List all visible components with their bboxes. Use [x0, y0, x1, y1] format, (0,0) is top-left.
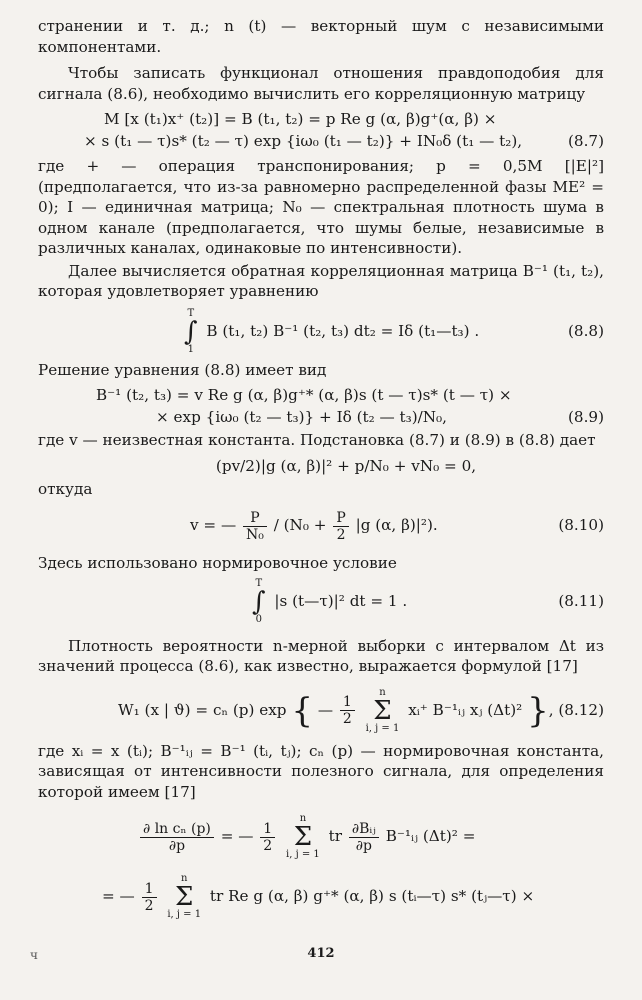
paragraph-probability-density: Плотность вероятности n-мерной выборки с интервалом Δt из значений процесса (8.6), как известно, выражается формулой [17]	[38, 636, 604, 675]
fraction-numerator: P	[243, 510, 267, 527]
fraction-one-half	[260, 821, 275, 854]
equation-8-9-line1	[38, 384, 604, 406]
integral-upper-limit: T	[187, 307, 195, 319]
sum-upper-limit: n	[299, 813, 307, 824]
equation-8-10	[38, 501, 604, 549]
fraction-numerator: ∂ ln cₙ (p)	[140, 821, 214, 838]
sum-sign: n Σ i, j = 1	[286, 813, 320, 860]
fraction-dB-dp	[349, 821, 379, 854]
equation-derivative-tail: B⁻¹ᵢⱼ (Δt)² =	[385, 827, 476, 845]
equation-8-8	[38, 306, 604, 356]
integral-sign: T ∫ 0	[252, 577, 266, 625]
equation-8-7-part2: × s (t₁ — τ)s* (t₂ — τ) exp {iω₀ (t₁ — t₂)} + IN₀δ (t₁ — t₂),	[84, 132, 523, 150]
fraction-denominator: ∂p	[168, 837, 186, 854]
fraction-numerator: 1	[260, 821, 275, 838]
paragraph-notation: где xᵢ = x (tᵢ); B⁻¹ᵢⱼ = B⁻¹ (tᵢ, tⱼ); cₙ (p) — нормировочная константа, зависящая от интенсивности полезного сигнала, для определения которой имеем [17]	[38, 741, 604, 801]
equation-8-10-rhs: |g (α, β)|²).	[355, 516, 438, 534]
paragraph-inverse-matrix: Далее вычисляется обратная корреляционная матрица B⁻¹ (t₁, t₂), которая удовлетворяет уравнению	[38, 261, 604, 300]
equation-number-8-8: (8.8)	[567, 321, 604, 340]
equation-8-7-line1	[38, 108, 604, 130]
equation-8-9-part1: B⁻¹ (t₂, t₃) = v Re g (α, β)g⁺* (α, β)s (t — τ)s* (t — τ) ×	[96, 386, 512, 404]
equation-8-10-lhs: v = —	[190, 516, 237, 534]
fraction-numerator: P	[333, 510, 348, 527]
equation-derivative-expanded: = — $\frac{1}{2}$ n Σ i, j = 1 tr Re g (α, β) g⁺* (α, β) s (tᵢ—τ) s* (tⱼ—τ) ×	[102, 873, 535, 920]
integral-sign: T ∫ 1	[184, 307, 198, 355]
sum-upper-limit: n	[180, 873, 188, 884]
paragraph-substitution: где v — неизвестная константа. Подстановка (8.7) и (8.9) в (8.8) дает	[38, 431, 596, 449]
paragraph-correlation-intro: Чтобы записать функционал отношения правдоподобия для сигнала (8.6), необходимо вычислить его корреляционную матрицу	[38, 64, 604, 103]
equation-number-8-10: (8.10)	[558, 516, 604, 534]
fraction-numerator: ∂Bᵢⱼ	[349, 821, 379, 838]
fraction-one-half	[340, 694, 355, 727]
equation-8-12: W₁ (x | ϑ) = cₙ (p) exp { — $\frac{1}{2}$ n Σ i, j = 1 xᵢ⁺ B⁻¹ᵢⱼ xⱼ (Δt)² }, (8.12)	[38, 681, 604, 739]
fraction-denominator: 2	[144, 897, 154, 914]
fraction-p-over-n0	[243, 510, 267, 543]
equation-normalization-derivative: $\frac{\text{∂ ln cₙ (p)}}{\partial p}$ = — $\frac{1}{2}$ n Σ i, j = 1 tr $\frac{\text{∂Bᵢⱼ}}{\partial p}$ B⁻¹ᵢⱼ (Δt)² =	[38, 806, 604, 866]
sum-sign: n Σ i, j = 1	[365, 686, 400, 734]
paragraph-normalization: Здесь использовано нормировочное условие	[38, 554, 397, 572]
sum-lower-limit: i, j = 1	[167, 909, 202, 920]
equation-8-9-line2	[38, 406, 604, 428]
fraction-denominator: 2	[336, 526, 346, 543]
fraction-numerator: 1	[340, 694, 355, 711]
equation-8-12-lhs: W₁ (x | ϑ) = cₙ (p) exp	[118, 700, 287, 719]
equation-8-10-mid: / (N₀ +	[273, 516, 327, 534]
page-number: 412	[307, 946, 335, 961]
fraction-denominator: ∂p	[355, 837, 372, 854]
sum-sign: n Σ i, j = 1	[167, 873, 202, 920]
equation-number-8-12: (8.12)	[558, 700, 604, 719]
document-page	[38, 14, 604, 926]
equation-8-11	[38, 576, 604, 626]
fraction-denominator: 2	[342, 711, 352, 727]
paragraph-solution: Решение уравнения (8.8) имеет вид	[38, 360, 327, 379]
fraction-dln-cn-dp	[140, 821, 214, 854]
sum-lower-limit: i, j = 1	[365, 722, 400, 734]
sum-upper-limit: n	[379, 686, 386, 698]
equation-8-9-part2: × exp {iω₀ (t₂ — t₃)} + Iδ (t₂ — t₃)/N₀,	[156, 408, 447, 426]
equation-number-8-7: (8.7)	[567, 132, 604, 150]
equation-derivative-expanded-body: tr Re g (α, β) g⁺* (α, β) s (tᵢ—τ) s* (tⱼ—τ) ×	[209, 887, 535, 905]
equation-8-12-body: xᵢ⁺ B⁻¹ᵢⱼ xⱼ (Δt)²	[408, 700, 523, 719]
fraction-one-half	[142, 881, 157, 914]
equation-8-8-body: B (t₁, t₂) B⁻¹ (t₂, t₃) dt₂ = Iδ (t₁—t₃) .	[206, 321, 480, 340]
paragraph-definitions: где + — операция транспонирования; p = 0,5M [|E|²] (предполагается, что из-за равномерно распределенной фазы ME² = 0); I — единичная матрица; N₀ — спектральная плотность шума в одном канале (предполагается, что шумы белые, независимые в различных каналах, одинаковые по интенсивности).	[38, 157, 604, 257]
equation-number-8-11: (8.11)	[558, 591, 604, 610]
fraction-p-over-2	[333, 510, 348, 543]
fraction-numerator: 1	[142, 881, 157, 898]
sum-lower-limit: i, j = 1	[286, 849, 320, 860]
paragraph-whence: откуда	[38, 479, 93, 498]
integral-lower-limit: 1	[187, 343, 194, 355]
equation-8-7-line2	[38, 130, 604, 152]
margin-mark: ч	[30, 948, 38, 962]
equation-number-8-9: (8.9)	[567, 408, 604, 426]
integral-lower-limit: 0	[255, 613, 262, 625]
equation-8-7-part1: M [x (t₁)x⁺ (t₂)] = B (t₁, t₂) = p Re g (α, β)g⁺(α, β) ×	[104, 110, 497, 128]
paragraph-continuation: странении и т. д.; n (t) — векторный шум с независимыми компонентами.	[38, 17, 604, 56]
equation-substitution	[38, 455, 604, 477]
equation-substitution-body: (pv/2)|g (α, β)|² + p/N₀ + vN₀ = 0,	[215, 456, 477, 475]
equation-8-11-body: |s (t—τ)|² dt = 1 .	[274, 591, 408, 610]
fraction-denominator: N₀	[245, 526, 264, 543]
integral-upper-limit: T	[255, 577, 263, 589]
fraction-denominator: 2	[263, 837, 273, 854]
